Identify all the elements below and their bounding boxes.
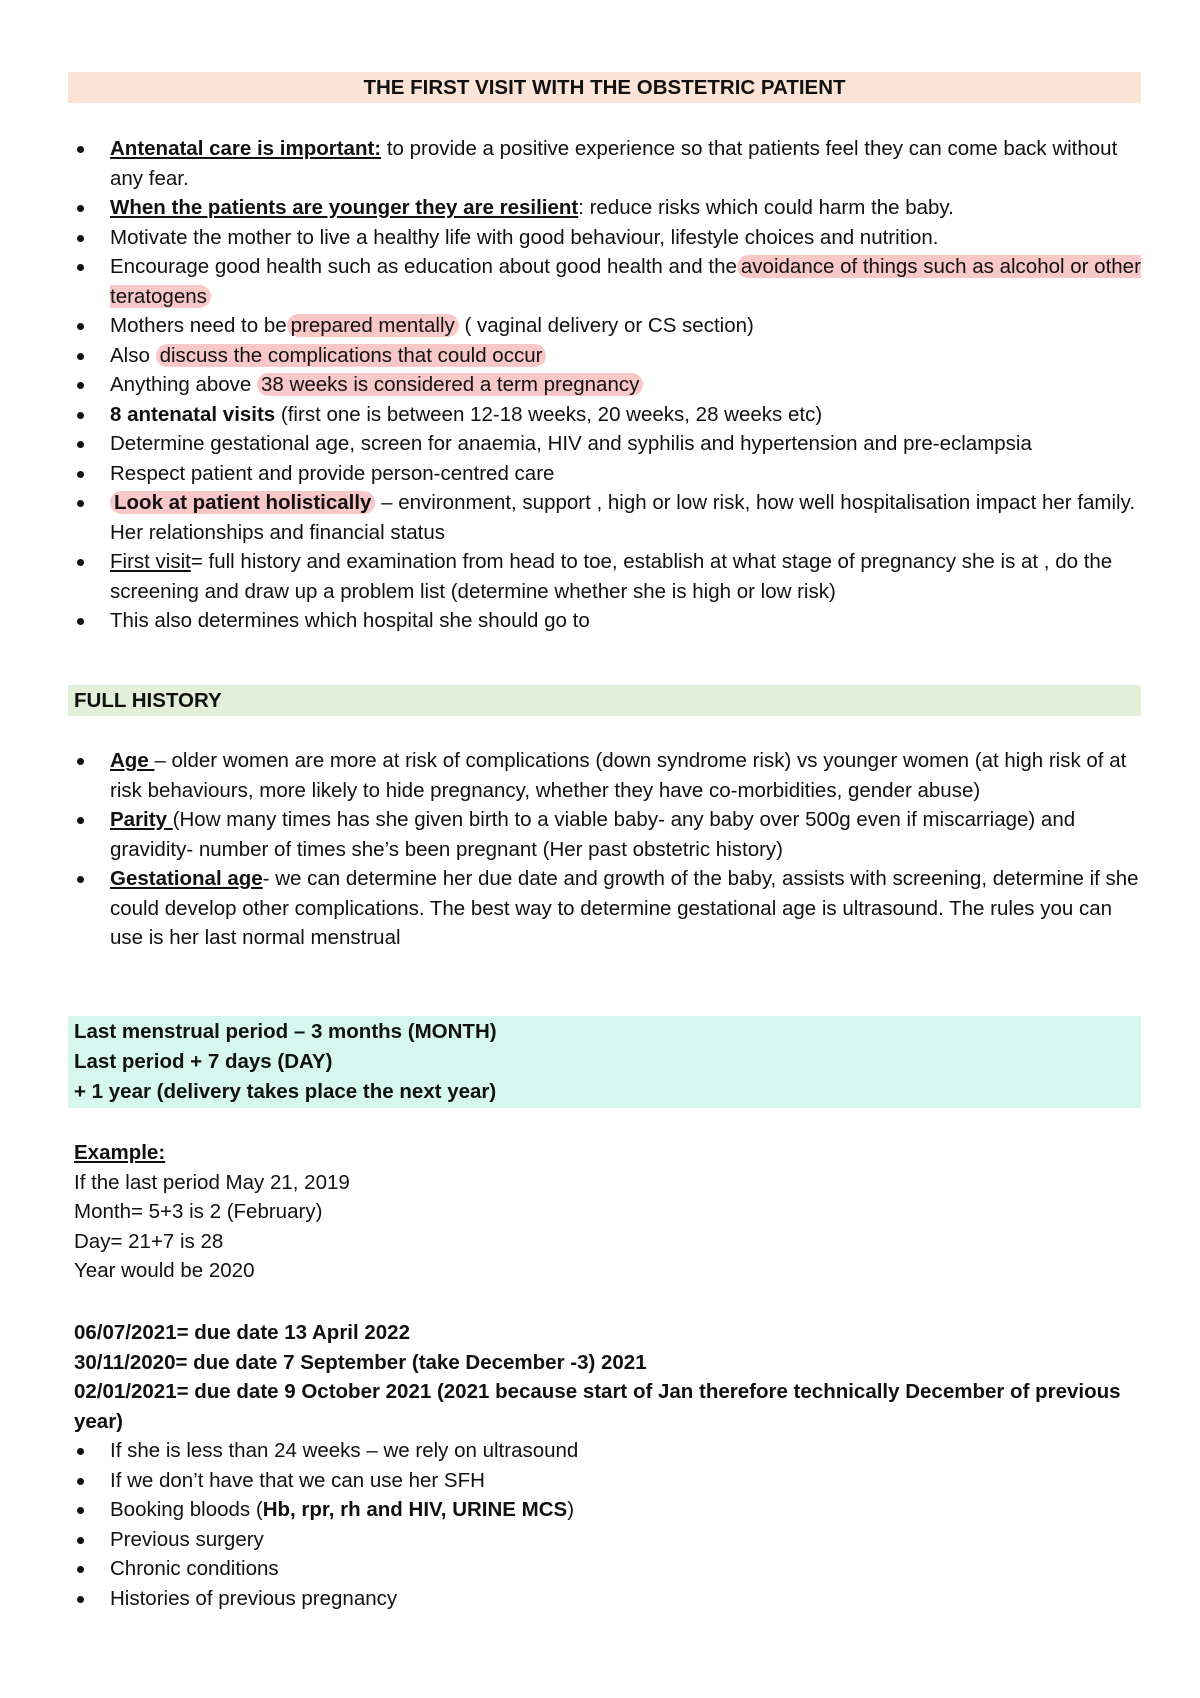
bullet-text: (first one is between 12-18 weeks, 20 weeks, 28 weeks etc) [275, 402, 823, 426]
bullet-text: Histories of previous pregnancy [110, 1586, 398, 1610]
due-date-examples [74, 1318, 1139, 1436]
bullet-text: – older women are more at risk of complications (down syndrome risk) vs younger women (at high risk of at risk behaviours, more likely to hide pregnancy, whether they have co-morbidities, gender abuse) [110, 749, 1127, 802]
bullet-text: – environment, support , high or low risk, how well hospitalisation impact her family. Her relationships and financial status [110, 491, 1136, 544]
final-bullet-list [68, 1436, 1143, 1613]
list-item [68, 400, 1143, 430]
bullet-text: Previous surgery [110, 1527, 264, 1551]
bullet-text: Also [110, 343, 156, 367]
bullet-lead: Parity [110, 808, 173, 831]
bullet-lead: Gestational age [110, 867, 263, 890]
highlighted-text: 38 weeks is considered a term pregnancy [257, 373, 643, 396]
highlighted-text: avoidance of things such as alcohol or other teratogens [110, 255, 1141, 308]
highlighted-text: prepared mentally [287, 314, 459, 337]
list-item [68, 311, 1143, 341]
due-date-line: 06/07/2021= due date 13 April 2022 [74, 1321, 410, 1344]
example-block [74, 1138, 1139, 1286]
list-item [68, 223, 1143, 253]
bullet-text: Determine gestational age, screen for anaemia, HIV and syphilis and hypertension and pre-eclampsia [110, 432, 1032, 455]
bullet-lead: 8 antenatal visits [110, 402, 276, 426]
list-item [68, 547, 1143, 606]
bullet-lead: Age [110, 749, 155, 772]
bullet-lead: First visit [110, 550, 191, 573]
rule-line: Last menstrual period – 3 months (MONTH) [74, 1020, 497, 1043]
bullet-text: = full history and examination from head to toe, establish at what stage of pregnancy she is at , do the screening and draw up a problem list (determine whether she is high or low risk) [110, 550, 1113, 603]
due-date-line: 30/11/2020= due date 7 September (take December -3) 2021 [74, 1350, 647, 1374]
example-line: If the last period May 21, 2019 [74, 1170, 350, 1194]
list-item [68, 370, 1143, 400]
bullet-text: Respect patient and provide person-centred care [110, 461, 555, 485]
bullet-text: : reduce risks which could harm the baby. [578, 196, 954, 219]
bullet-text: Chronic conditions [110, 1557, 279, 1580]
list-item [68, 1525, 1143, 1555]
bullet-text: - we can determine her due date and growth of the baby, assists with screening, determine if she could develop other complications. The best way to determine gestational age is ultrasound. The rules you can use is her last normal menstrual [110, 867, 1139, 949]
list-item [68, 1436, 1143, 1466]
example-heading: Example: [74, 1141, 166, 1164]
bullet-text: If we don’t have that we can use her SFH [110, 1468, 485, 1492]
bullet-bold-text: Hb, rpr, rh and HIV, URINE MCS [262, 1498, 568, 1521]
highlighted-text: Look at patient holistically [110, 491, 375, 514]
highlighted-text: discuss the complications that could occur [156, 344, 547, 367]
bullet-text: This also determines which hospital she should go to [110, 609, 590, 632]
list-item [68, 429, 1143, 459]
due-date-rules-box [68, 1016, 1141, 1108]
bullet-text: (How many times has she given birth to a viable baby- any baby over 500g even if miscarriage) and gravidity- number of times she’s been pregnant (Her past obstetric history) [110, 808, 1076, 861]
bullet-text: Encourage good health such as education about good health and the [110, 255, 737, 278]
list-item [68, 864, 1143, 953]
list-item [68, 1554, 1143, 1584]
rule-line: + 1 year (delivery takes place the next year) [74, 1080, 497, 1103]
list-item [68, 805, 1143, 864]
list-item [68, 252, 1143, 311]
list-item [68, 1584, 1143, 1614]
list-item [68, 746, 1143, 805]
example-line: Month= 5+3 is 2 (February) [74, 1200, 323, 1223]
page-title: THE FIRST VISIT WITH THE OBSTETRIC PATIENT [68, 72, 1141, 103]
bullet-text: Booking bloods ( [110, 1498, 263, 1521]
bullet-lead: Antenatal care is important: [110, 137, 382, 160]
list-item [68, 341, 1143, 371]
list-item [68, 488, 1143, 547]
list-item [68, 193, 1143, 223]
section-heading-full-history: FULL HISTORY [68, 685, 1141, 716]
bullet-lead: When the patients are younger they are resilient [110, 196, 579, 219]
bullet-tail: ( vaginal delivery or CS section) [458, 314, 754, 337]
bullet-text: Mothers need to be [110, 314, 287, 337]
example-line: Day= 21+7 is 28 [74, 1229, 224, 1253]
bullet-text: to provide a positive experience so that patients feel they can come back without any fear. [110, 137, 1118, 190]
bullet-text: If she is less than 24 weeks – we rely on ultrasound [110, 1439, 579, 1462]
intro-bullet-list [68, 134, 1143, 636]
list-item [68, 459, 1143, 489]
rule-line: Last period + 7 days (DAY) [74, 1050, 333, 1073]
list-item [68, 1495, 1143, 1525]
due-date-line: 02/01/2021= due date 9 October 2021 (2021 because start of Jan therefore technically December of previous year) [74, 1380, 1121, 1433]
history-bullet-list [68, 746, 1143, 953]
list-item [68, 606, 1143, 636]
bullet-text: Motivate the mother to live a healthy life with good behaviour, lifestyle choices and nutrition. [110, 225, 939, 249]
bullet-text: Anything above [110, 373, 258, 396]
example-line: Year would be 2020 [74, 1259, 255, 1282]
list-item [68, 1466, 1143, 1496]
list-item [68, 134, 1143, 193]
bullet-tail: ) [567, 1498, 575, 1521]
